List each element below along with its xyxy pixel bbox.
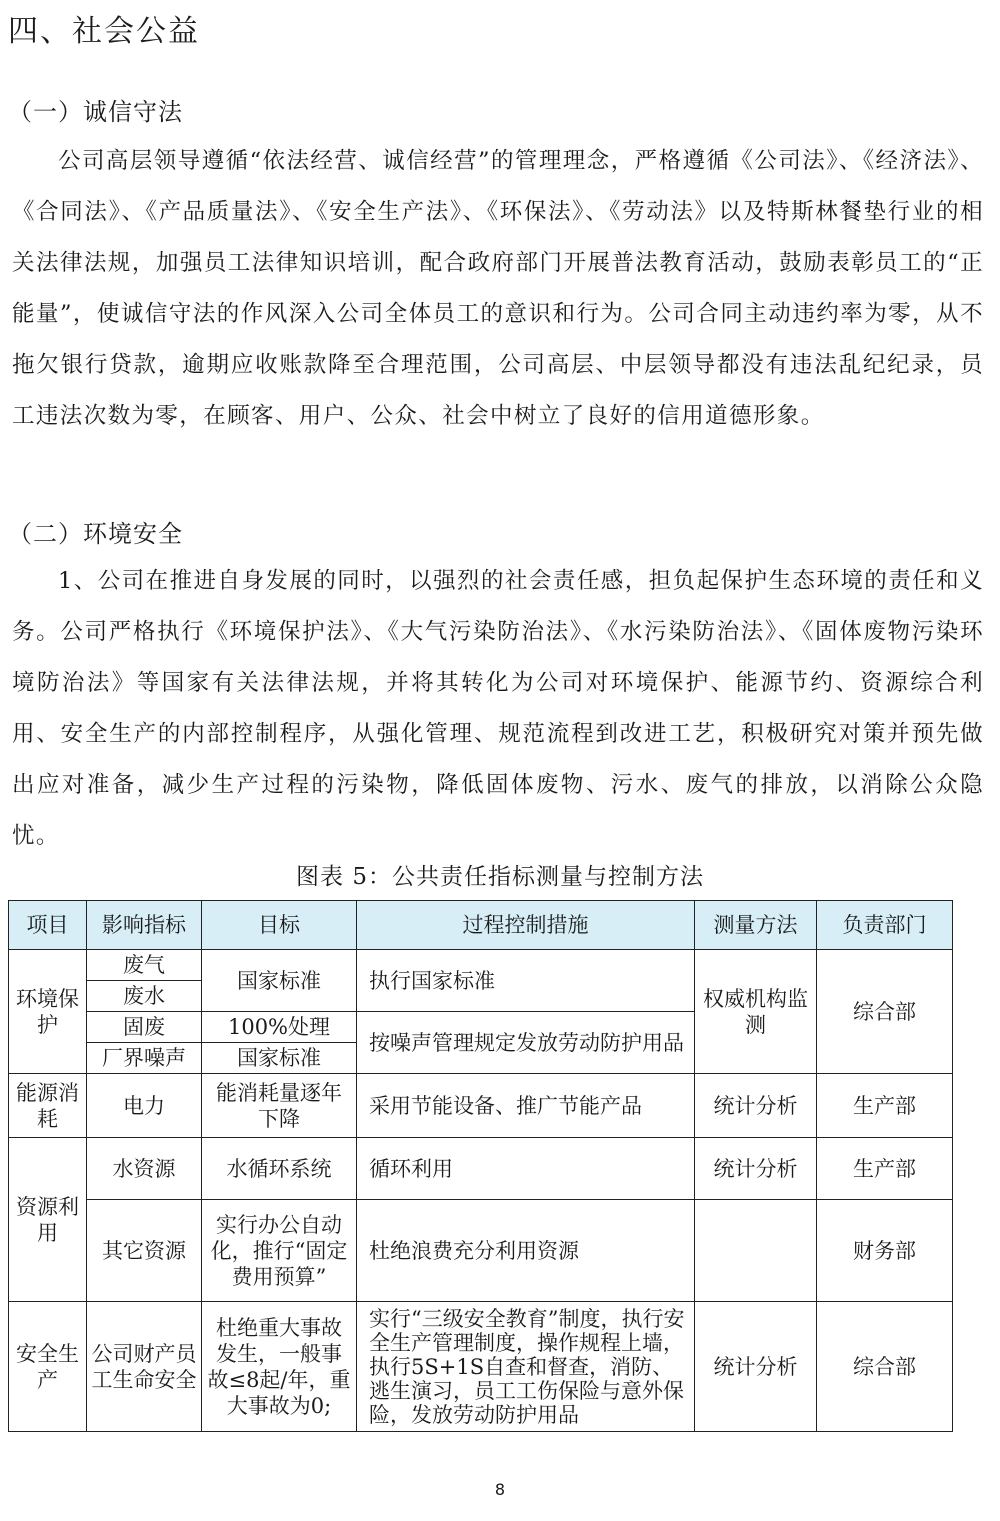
process-cell: 执行国家标准: [357, 950, 695, 1012]
header-cell: 项目: [9, 901, 87, 950]
header-cell: 过程控制措施: [357, 901, 695, 950]
process-cell: 杜绝浪费充分利用资源: [357, 1200, 695, 1302]
indicator-cell: 废气: [87, 950, 202, 981]
dept-cell: 财务部: [817, 1200, 953, 1302]
target-cell: 水循环系统: [202, 1138, 357, 1200]
header-cell: 目标: [202, 901, 357, 950]
process-cell: 按噪声管理规定发放劳动防护用品: [357, 1012, 695, 1074]
method-cell: 权威机构监测: [695, 950, 817, 1074]
method-cell: 统计分析: [695, 1138, 817, 1200]
target-cell: 国家标准: [202, 950, 357, 1012]
table-row: [9, 1074, 953, 1138]
item-cell: 环境保护: [9, 950, 87, 1074]
subsection-title-environment: （二）环境安全: [8, 520, 183, 548]
dept-cell: 综合部: [817, 950, 953, 1074]
paragraph-integrity: 公司高层领导遵循“依法经营、诚信经营”的管理理念，严格遵循《公司法》、《经济法》、《合同法》、《产品质量法》、《安全生产法》、《环保法》、《劳动法》以及特斯林餐垫行业的相关法律法规，加强员工法律知识培训，配合政府部门开展普法教育活动，鼓励表彰员工的“正能量”，使诚信守法的作风深入公司全体员工的意识和行为。公司合同主动违约率为零，从不拖欠银行贷款，逾期应收账款降至合理范围，公司高层、中层领导都没有违法乱纪纪录，员工违法次数为零，在顾客、用户、公众、社会中树立了良好的信用道德形象。: [12, 148, 984, 429]
table-caption: 图表 5：公共责任指标测量与控制方法: [296, 864, 704, 890]
section-title: 四、社会公益: [8, 14, 200, 49]
process-cell: 循环利用: [357, 1138, 695, 1200]
paragraph-environment: 1、公司在推进自身发展的同时，以强烈的社会责任感，担负起保护生态环境的责任和义务。公司严格执行《环境保护法》、《大气污染防治法》、《水污染防治法》、《固体废物污染环境防治法》等国家有关法律法规，并将其转化为公司对环境保护、能源节约、资源综合利用、安全生产的内部控制程序，从强化管理、规范流程到改进工艺，积极研究对策并预先做出应对准备，减少生产过程的污染物，降低固体废物、污水、废气的排放，以消除公众隐忧。: [12, 568, 984, 849]
table-row: [9, 950, 953, 981]
indicator-cell: 废水: [87, 981, 202, 1012]
target-cell: 100%处理: [202, 1012, 357, 1043]
indicator-cell: 厂界噪声: [87, 1043, 202, 1074]
process-cell: 采用节能设备、推广节能产品: [357, 1074, 695, 1138]
target-cell: 杜绝重大事故发生，一般事故≤8起/年，重大事故为0;: [202, 1302, 357, 1432]
indicator-cell: 公司财产员工生命安全: [87, 1302, 202, 1432]
indicator-cell: 其它资源: [87, 1200, 202, 1302]
indicator-cell: 固废: [87, 1012, 202, 1043]
table-header-row: [9, 901, 953, 950]
indicator-cell: 水资源: [87, 1138, 202, 1200]
method-cell: 统计分析: [695, 1302, 817, 1432]
dept-cell: 生产部: [817, 1074, 953, 1138]
target-cell: 国家标准: [202, 1043, 357, 1074]
table-row: [9, 1200, 953, 1302]
subsection-title-integrity: （一）诚信守法: [8, 98, 183, 126]
dept-cell: 生产部: [817, 1138, 953, 1200]
target-cell: 实行办公自动化，推行“固定费用预算”: [202, 1200, 357, 1302]
table-row: [9, 1302, 953, 1432]
dept-cell: 综合部: [817, 1302, 953, 1432]
process-cell: 实行“三级安全教育”制度，执行安全生产管理制度，操作规程上墙，执行5S+1S自查和督查，消防、逃生演习，员工工伤保险与意外保险，发放劳动防护用品: [357, 1302, 695, 1432]
method-cell: 统计分析: [695, 1074, 817, 1138]
target-cell: 能消耗量逐年下降: [202, 1074, 357, 1138]
method-cell: [695, 1200, 817, 1302]
item-cell: 安全生产: [9, 1302, 87, 1432]
header-cell: 测量方法: [695, 901, 817, 950]
item-cell: 能源消耗: [9, 1074, 87, 1138]
header-cell: 影响指标: [87, 901, 202, 950]
public-responsibility-table: [8, 900, 953, 1432]
page-number: 8: [494, 1480, 506, 1499]
table-row: [9, 1138, 953, 1200]
indicator-cell: 电力: [87, 1074, 202, 1138]
item-cell: 资源利用: [9, 1138, 87, 1302]
header-cell: 负责部门: [817, 901, 953, 950]
